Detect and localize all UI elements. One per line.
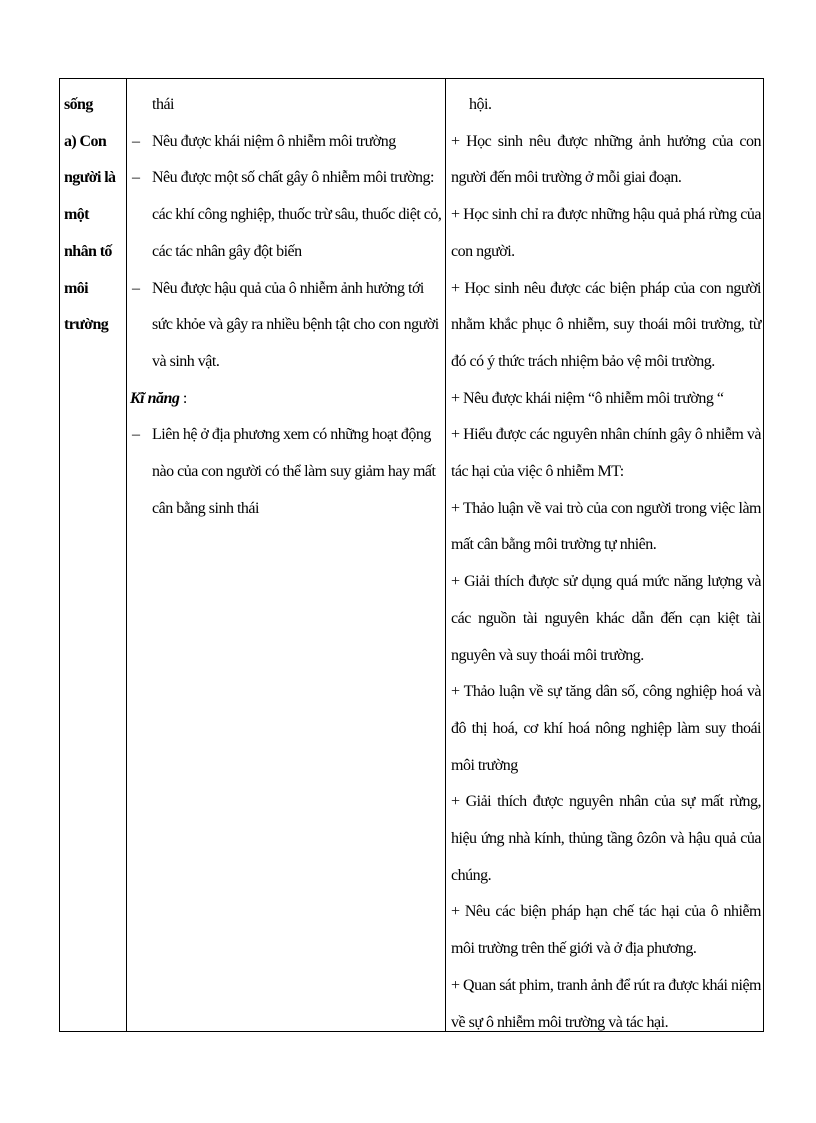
skills-heading: Kĩ năng <box>130 389 180 407</box>
activity-paragraph: + Học sinh nêu được các biện pháp của con người nhằm khắc phục ô nhiễm, suy thoái môi trường, từ đó có ý thức trách nhiệm bảo vệ môi trường. <box>451 279 761 370</box>
column-divider-2 <box>445 79 446 1031</box>
topic-line: nhân tố <box>64 242 112 260</box>
activity-paragraph: + Học sinh chỉ ra được những hậu quả phá rừng của con người. <box>451 206 761 260</box>
list-item <box>130 160 442 270</box>
dash-bullet: – <box>132 279 140 297</box>
activity-paragraph: + Giải thích được nguyên nhân của sự mất rừng, hiệu ứng nhà kính, thủng tầng ôzôn và hậu quả của chúng. <box>451 793 761 884</box>
skills-heading-line <box>130 381 442 418</box>
topic-cell <box>64 87 124 344</box>
dash-bullet: – <box>132 169 140 187</box>
requirements-cell <box>130 87 442 527</box>
activity-paragraph: + Nêu được khái niệm “ô nhiễm môi trường “ <box>451 389 724 407</box>
column-divider-1 <box>126 79 127 1031</box>
continuation-text: thái <box>152 96 174 113</box>
topic-line: a) Con <box>64 132 107 150</box>
list-item-text: Nêu được hậu quả của ô nhiễm ảnh hưởng tới sức khỏe và gây ra nhiều bệnh tật cho con người và sinh vật. <box>152 279 439 370</box>
activities-cell <box>451 87 761 1041</box>
activity-paragraph: + Giải thích được sử dụng quá mức năng lượng và các nguồn tài nguyên khác dẫn đến cạn kiệt tài nguyên và suy thoái môi trường. <box>451 573 761 664</box>
continuation-text: hội. <box>469 96 492 113</box>
list-item <box>130 271 442 381</box>
activity-paragraph: + Thảo luận về sự tăng dân số, công nghiệp hoá và đô thị hoá, cơ khí hoá nông nghiệp làm suy thoái môi trường <box>451 683 761 774</box>
topic-line: sống <box>64 96 93 113</box>
topic-line: trường <box>64 316 109 334</box>
list-item <box>130 124 442 161</box>
activity-paragraph: + Hiểu được các nguyên nhân chính gây ô nhiễm và tác hại của việc ô nhiễm MT: <box>451 426 761 481</box>
list-item-text: Nêu được khái niệm ô nhiễm môi trường <box>152 132 396 150</box>
skills-colon: : <box>179 389 187 407</box>
activity-paragraph: + Thảo luận về vai trò của con người trong việc làm mất cân bằng môi trường tự nhiên. <box>451 499 761 554</box>
list-item-text: Nêu được một số chất gây ô nhiễm môi trường: các khí công nghiệp, thuốc trừ sâu, thuốc diệt cỏ, các tác nhân gây đột biến <box>152 169 442 260</box>
dash-bullet: – <box>132 426 140 444</box>
activity-paragraph: + Quan sát phim, tranh ảnh để rút ra được khái niệm về sự ô nhiễm môi trường và tác hại. <box>451 976 761 1031</box>
dash-bullet: – <box>132 132 140 150</box>
topic-line: một <box>64 206 89 224</box>
topic-line: người là <box>64 169 116 187</box>
list-item <box>130 417 442 527</box>
topic-line: môi <box>64 279 88 297</box>
content-table <box>59 78 764 1032</box>
activity-paragraph: + Nêu các biện pháp hạn chế tác hại của ô nhiễm môi trường trên thế giới và ở địa phương. <box>451 903 761 958</box>
activity-paragraph: + Học sinh nêu được những ảnh hưởng của con người đến môi trường ở mỗi giai đoạn. <box>451 132 761 187</box>
list-item-text: Liên hệ ở địa phương xem có những hoạt động nào của con người có thể làm suy giảm hay mất cân bằng sinh thái <box>152 426 436 517</box>
